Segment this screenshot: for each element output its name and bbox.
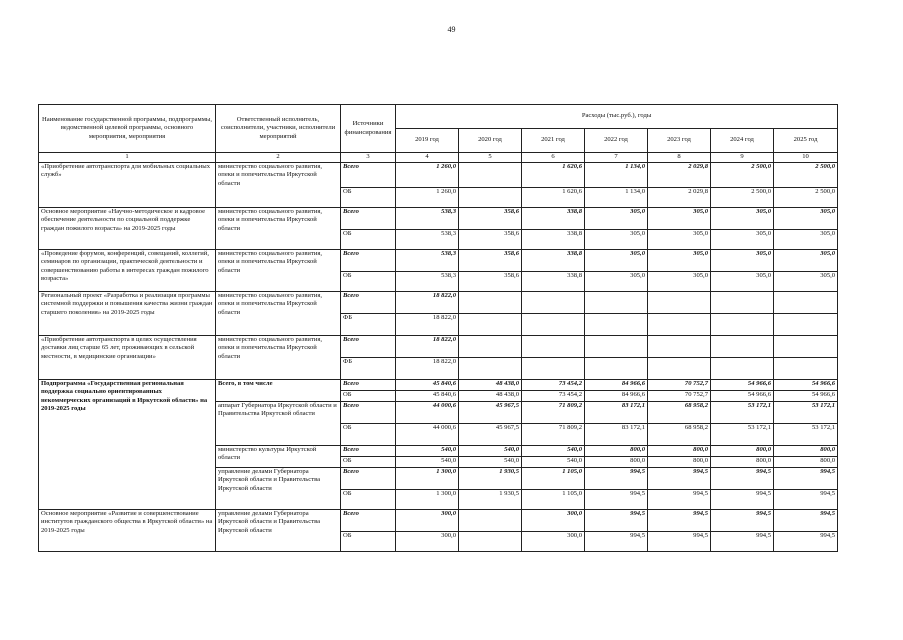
expense-value: 305,0 [774,207,838,229]
funding-source: Всего [341,445,396,456]
column-number: 8 [648,153,711,163]
expense-value: 300,0 [522,531,585,551]
expense-value: 540,0 [396,445,459,456]
expense-value: 68 958,2 [648,401,711,423]
column-number: 7 [585,153,648,163]
expense-value: 994,5 [585,531,648,551]
expense-value: 538,3 [396,229,459,249]
measure-name: «Проведение форумов, конференций, совещаний, коллегий, семинаров по организации, практической деятельности и совершенствованию работы в интересах граждан пожилого возраста» [39,249,216,291]
expense-value: 300,0 [522,509,585,531]
measure-name: «Приобретение автотранспорта в целях осуществления доставки лиц старше 65 лет, проживающих в сельской местности, в медицинские организации» [39,335,216,379]
expense-value: 48 438,0 [459,379,522,390]
expense-value: 994,5 [648,509,711,531]
expense-value: 84 966,6 [585,390,648,401]
table-body [39,162,838,551]
executor-name: министерство социального развития, опеки и попечительства Иркутской области [216,291,341,335]
expense-value: 994,5 [774,531,838,551]
expense-value: 358,6 [459,229,522,249]
expense-value: 83 172,1 [585,401,648,423]
expense-value: 1 260,0 [396,162,459,187]
expense-value: 305,0 [711,249,774,271]
executor-name: министерство социального развития, опеки и попечительства Иркутской области [216,207,341,249]
expense-value: 300,0 [396,509,459,531]
expense-value [585,291,648,313]
expense-value: 53 172,1 [711,423,774,445]
table-row [39,249,838,271]
expense-value: 800,0 [711,456,774,467]
expense-value: 305,0 [585,207,648,229]
funding-source: ОБ [341,423,396,445]
column-number: 5 [459,153,522,163]
expense-value [711,313,774,335]
expense-value: 1 930,5 [459,489,522,509]
measure-name: «Приобретение автотранспорта для мобильных социальных служб» [39,162,216,207]
header-year: 2021 год [522,129,585,153]
expense-value: 84 966,6 [585,379,648,390]
measure-name: Региональный проект «Разработка и реализация программы системной поддержки и повышения качества жизни граждан старшего поколения» на 2019-2025 годы [39,291,216,335]
funding-source: Всего [341,162,396,187]
expense-value: 800,0 [774,445,838,456]
expense-value: 540,0 [522,445,585,456]
expense-value [648,313,711,335]
expense-value: 2 500,0 [711,187,774,207]
funding-source: ОБ [341,489,396,509]
expense-value: 1 105,0 [522,467,585,489]
expense-value: 18 822,0 [396,291,459,313]
expense-value: 358,6 [459,207,522,229]
table-row [39,379,838,390]
expense-value [648,357,711,379]
table-row [39,335,838,357]
header-year: 2020 год [459,129,522,153]
header-year: 2023 год [648,129,711,153]
expense-value: 2 500,0 [774,187,838,207]
expense-value [774,357,838,379]
expense-value [774,291,838,313]
expense-value [459,509,522,531]
expense-value: 1 300,0 [396,467,459,489]
expense-value: 18 822,0 [396,335,459,357]
expense-value: 1 260,0 [396,187,459,207]
funding-source: ОБ [341,456,396,467]
expense-value: 44 000,6 [396,423,459,445]
header-year: 2022 год [585,129,648,153]
expense-value [585,357,648,379]
expense-value: 538,3 [396,271,459,291]
expense-value: 994,5 [648,531,711,551]
expense-value: 358,6 [459,249,522,271]
expense-value: 305,0 [711,271,774,291]
expense-value: 994,5 [585,509,648,531]
expense-value: 800,0 [585,456,648,467]
funding-source: ОБ [341,531,396,551]
executor-name: министерство социального развития, опеки и попечительства Иркутской области [216,162,341,207]
expense-value: 305,0 [711,207,774,229]
expense-value: 45 840,6 [396,390,459,401]
column-number: 4 [396,153,459,163]
column-number: 3 [341,153,396,163]
expense-value: 73 454,2 [522,379,585,390]
executor-name: министерство культуры Иркутской области [216,445,341,467]
header-year: 2025 год [774,129,838,153]
expense-value: 73 454,2 [522,390,585,401]
funding-source: Всего [341,291,396,313]
expense-value: 83 172,1 [585,423,648,445]
column-number: 1 [39,153,216,163]
expense-value: 800,0 [585,445,648,456]
expense-value: 71 809,2 [522,401,585,423]
expense-value: 44 000,6 [396,401,459,423]
expense-value: 53 172,1 [774,423,838,445]
expense-value: 45 840,6 [396,379,459,390]
header-year: 2024 год [711,129,774,153]
expense-value: 338,8 [522,249,585,271]
header-name: Наименование государственной программы, подпрограммы, ведомственной целевой программы, основного мероприятия, мероприятия [39,105,216,153]
table-row [39,509,838,531]
expense-value: 994,5 [711,531,774,551]
executor-name: управление делами Губернатора Иркутской области и Правительства Иркутской области [216,467,341,509]
expense-value: 2 029,8 [648,187,711,207]
page-number: 49 [447,25,456,34]
expense-value: 994,5 [648,467,711,489]
expense-value: 994,5 [774,509,838,531]
expense-value: 305,0 [648,207,711,229]
expense-value [459,313,522,335]
expense-value: 994,5 [711,467,774,489]
header-executor: Ответственный исполнитель, соисполнители, участники, исполнители мероприятий [216,105,341,153]
expense-value: 70 752,7 [648,390,711,401]
expense-value: 305,0 [774,229,838,249]
expense-value: 48 438,0 [459,390,522,401]
measure-name: Основное мероприятие «Научно-методическое и кадровое обеспечение деятельности по социальной поддержке граждан пожилого возраста» на 2019-2025 годы [39,207,216,249]
measure-name: Основное мероприятие «Развитие и совершенствование институтов гражданского общества в Иркутской области» на 2019-2025 годы [39,509,216,551]
expense-value: 338,8 [522,271,585,291]
column-numbers-row [39,153,838,163]
expense-value [711,357,774,379]
expense-value [522,357,585,379]
expense-value: 994,5 [774,489,838,509]
expense-value [522,313,585,335]
expense-value [459,531,522,551]
expense-value: 305,0 [774,249,838,271]
expense-value [585,313,648,335]
expense-value: 18 822,0 [396,313,459,335]
expense-value: 2 500,0 [774,162,838,187]
column-number: 6 [522,153,585,163]
expense-value [459,187,522,207]
executor-name: министерство социального развития, опеки и попечительства Иркутской области [216,335,341,379]
expense-value: 1 930,5 [459,467,522,489]
expense-value [585,335,648,357]
executor-name: управление делами Губернатора Иркутской области и Правительства Иркутской области [216,509,341,551]
expense-value: 994,5 [648,489,711,509]
executor-name: Всего, в том числе [216,379,341,401]
expense-value: 45 967,5 [459,423,522,445]
expense-value [774,313,838,335]
column-number: 10 [774,153,838,163]
expense-value [522,335,585,357]
expense-value: 1 105,0 [522,489,585,509]
expense-value: 1 134,0 [585,162,648,187]
expense-value [711,291,774,313]
expense-value: 18 822,0 [396,357,459,379]
expense-value: 45 967,5 [459,401,522,423]
table-header [39,105,838,163]
funding-source: Всего [341,249,396,271]
expense-value: 305,0 [648,249,711,271]
expense-value: 994,5 [711,509,774,531]
expense-value: 800,0 [711,445,774,456]
expense-value [459,162,522,187]
expense-value: 54 966,6 [711,390,774,401]
expense-value [774,335,838,357]
column-number: 9 [711,153,774,163]
funding-source: ОБ [341,390,396,401]
expense-value: 540,0 [459,456,522,467]
expense-value: 538,3 [396,207,459,229]
expense-value: 800,0 [648,445,711,456]
expense-value: 305,0 [648,229,711,249]
executor-name: аппарат Губернатора Иркутской области и Правительства Иркутской области [216,401,341,445]
table-row [39,162,838,187]
table-row [39,207,838,229]
expense-value: 71 809,2 [522,423,585,445]
funding-source: ОБ [341,271,396,291]
header-sources: Источники финансирования [341,105,396,153]
expense-value [648,291,711,313]
expense-value: 305,0 [585,271,648,291]
expense-value: 994,5 [585,489,648,509]
expense-value: 54 966,6 [774,379,838,390]
expense-value: 994,5 [774,467,838,489]
expense-value: 305,0 [585,249,648,271]
expense-value: 994,5 [585,467,648,489]
funding-source: ФБ [341,357,396,379]
header-year: 2019 год [396,129,459,153]
expense-value: 305,0 [585,229,648,249]
expense-value: 338,8 [522,207,585,229]
expense-value: 540,0 [522,456,585,467]
expense-value: 53 172,1 [774,401,838,423]
funding-source: Всего [341,509,396,531]
expense-value: 538,3 [396,249,459,271]
table-row [39,291,838,313]
expense-value: 70 752,7 [648,379,711,390]
executor-name: министерство социального развития, опеки и попечительства Иркутской области [216,249,341,291]
expense-value [459,291,522,313]
funding-source: Всего [341,401,396,423]
expense-value: 1 620,6 [522,162,585,187]
funding-source: Всего [341,379,396,390]
expense-value: 800,0 [648,456,711,467]
expense-value: 800,0 [774,456,838,467]
funding-source: Всего [341,467,396,489]
expense-value: 358,6 [459,271,522,291]
expense-value [522,291,585,313]
measure-name: Подпрограмма «Государственная региональная поддержка социально ориентированных некоммерческих организаций в Иркутской области» на 2019-2025 годы [39,379,216,509]
header-expenses: Расходы (тыс.руб.), годы [396,105,838,129]
expense-value [711,335,774,357]
expense-value: 68 958,2 [648,423,711,445]
expense-value: 2 500,0 [711,162,774,187]
funding-source: ОБ [341,229,396,249]
expense-value: 338,8 [522,229,585,249]
expense-value: 300,0 [396,531,459,551]
expense-value: 1 620,6 [522,187,585,207]
expense-value: 540,0 [396,456,459,467]
expense-value: 2 029,8 [648,162,711,187]
expense-value: 305,0 [648,271,711,291]
expense-value: 1 134,0 [585,187,648,207]
expense-value: 305,0 [711,229,774,249]
expense-value: 54 966,6 [774,390,838,401]
expense-value: 540,0 [459,445,522,456]
expense-value [648,335,711,357]
funding-source: Всего [341,207,396,229]
funding-source: ОБ [341,187,396,207]
expense-value [459,335,522,357]
expense-value: 1 300,0 [396,489,459,509]
expense-value [459,357,522,379]
expense-value: 53 172,1 [711,401,774,423]
expense-value: 54 966,6 [711,379,774,390]
funding-source: Всего [341,335,396,357]
expense-value: 305,0 [774,271,838,291]
column-number: 2 [216,153,341,163]
funding-source: ФБ [341,313,396,335]
budget-table [38,104,838,552]
expense-value: 994,5 [711,489,774,509]
